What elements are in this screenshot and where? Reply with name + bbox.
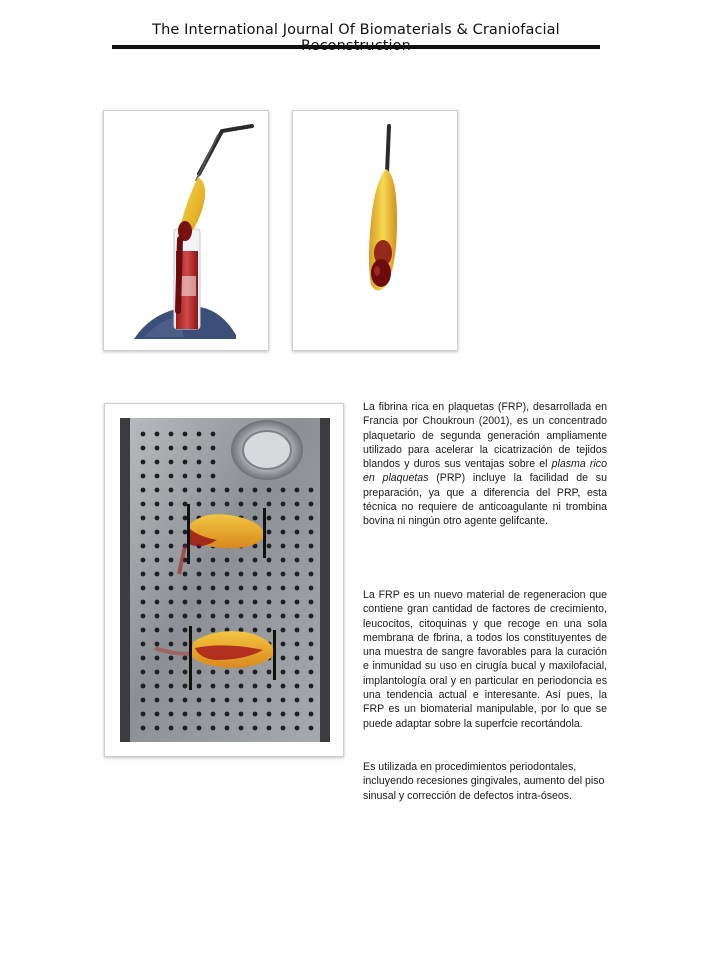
title-rule: [112, 45, 600, 49]
photo-clot-hanging: [293, 111, 457, 350]
photo-clot-forceps: [104, 111, 268, 350]
figure-membranes-on-tray: [104, 403, 344, 757]
photo-perforated-tray: [105, 404, 343, 756]
journal-title: The International Journal Of Biomaterials & Craniofacial: [152, 22, 560, 38]
paragraph-frp-material: La FRP es un nuevo material de regeneracion que contiene gran cantidad de factores de crecimiento, leucocitos, citoquinas y que recoge en una sola membrana de fbrina, a todos los constituyentes de una muestra de sangre favorables para la curación e inmunidad su uso en cirugía bucal y maxilofacial, implantología oral y en particular en periodoncia es una tendencia actual e interesante. Así pues, la FRP es un biomaterial manipulable, por lo que se puede adaptar sobre la superfcie recortándola.: [363, 589, 607, 730]
p1-text-start: La fibrina rica en plaquetas (FRP), desarrollada en Francia por Choukroun (2001), es un concentrado plaquetario de segunda generación ampliamente utilizado para acelerar la cicatrización de tejidos blandos y duros sus ventajas sobre el: [363, 401, 607, 471]
p1-italic-term: plasma rico en plaquetas: [363, 458, 607, 485]
paragraph-frp-uses: Es utilizada en procedimientos periodontales, incluyendo recesiones gingivales, aumento del piso sinusal y corrección de defectos intra-óseos.: [363, 761, 605, 802]
p1-text-end: (PRP) incluye la facilidad de su preparación, ya que a diferencia del PRP, esta técnica no requiere de anticoagulante ni trombina bovina ni ningún otro agente gelifcante.: [363, 472, 608, 528]
figure-fibrin-clot-hanging: [292, 110, 458, 351]
paragraph-frp-intro: [363, 400, 607, 529]
figure-fibrin-clot-on-forceps: [103, 110, 269, 351]
